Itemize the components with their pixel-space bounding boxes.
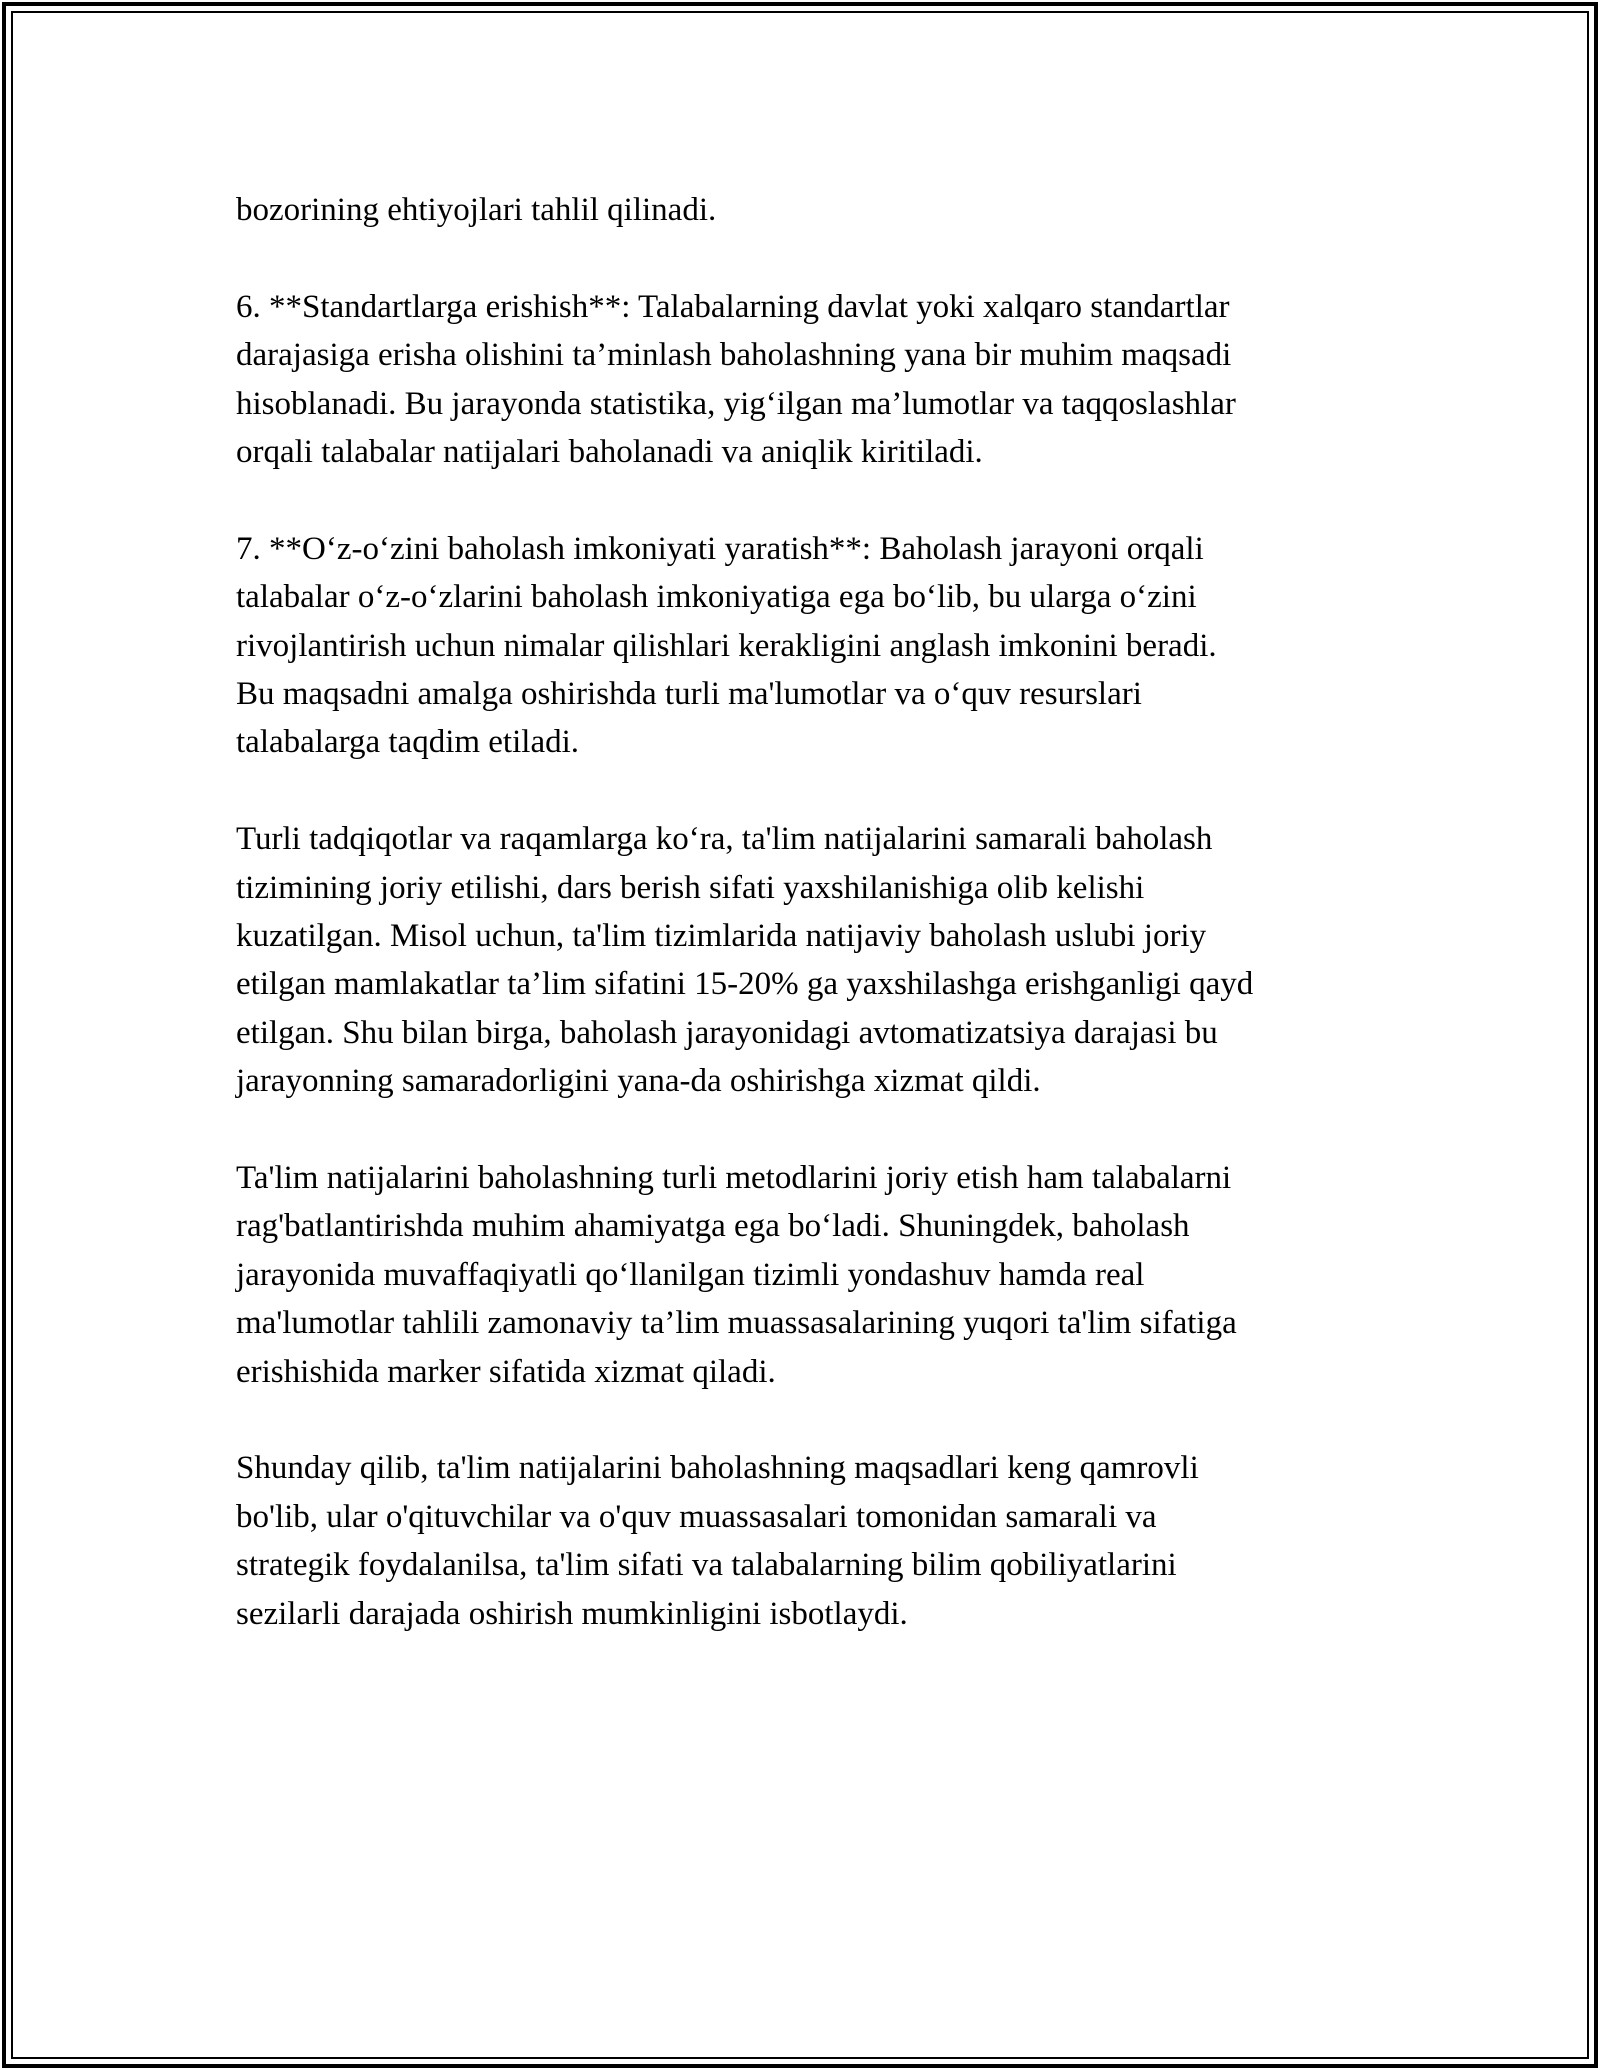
paragraph-methods: Ta'lim natijalarini baholashning turli metodlarini joriy etish ham talabalarni rag'batlantirishda muhim ahamiyatga ega bo‘ladi. Shuningdek, baholash jarayonida muvaffaqiyatli qo‘llanilgan tizimli yondashuv hamda real ma'lumotlar tahlili zamonaviy ta’lim muassasalarining yuqori ta'lim sifatiga erishishida marker sifatida xizmat qiladi.: [236, 1160, 1237, 1390]
paragraph-research: Turli tadqiqotlar va raqamlarga ko‘ra, ta'lim natijalarini samarali baholash tizimining joriy etilishi, dars berish sifati yaxshilanishiga olib kelishi kuzatilgan. Misol uchun, ta'lim tizimlarida natijaviy baholash uslubi joriy etilgan mamlakatlar ta’lim sifatini 15-20% ga yaxshilashga erishganligi qayd etilgan. Shu bilan birga, baholash jarayonidagi avtomatizatsiya darajasi bu jarayonning samaradorligini yana-da oshirishga xizmat qildi.: [236, 821, 1254, 1100]
document-body: [236, 186, 1386, 1687]
paragraph-continuation: bozorining ehtiyojlari tahlil qilinadi.: [236, 192, 717, 228]
paragraph-item-7: 7. **O‘z-o‘zini baholash imkoniyati yaratish**: Baholash jarayoni orqali talabalar o‘z-o‘zlarini baholash imkoniyatiga ega bo‘lib, bu ularga o‘zini rivojlantirish uchun nimalar qilishlari kerakligini anglash imkonini beradi. Bu maqsadni amalga oshirishda turli ma'lumotlar va o‘quv resurslari talabalarga taqdim etiladi.: [236, 530, 1217, 761]
paragraph-item-6: 6. **Standartlarga erishish**: Talabalarning davlat yoki xalqaro standartlar darajasiga erisha olishini ta’minlash baholashning yana bir muhim maqsadi hisoblanadi. Bu jarayonda statistika, yig‘ilgan ma’lumotlar va taqqoslashlar orqali talabalar natijalari baholanadi va aniqlik kiritiladi.: [236, 288, 1236, 471]
paragraph-conclusion: Shunday qilib, ta'lim natijalarini baholashning maqsadlari keng qamrovli bo'lib, ular o'qituvchilar va o'quv muassasalari tomonidan samarali va strategik foydalanilsa, ta'lim sifati va talabalarning bilim qobiliyatlarini sezilarli darajada oshirish mumkinligini isbotlaydi.: [236, 1450, 1199, 1632]
